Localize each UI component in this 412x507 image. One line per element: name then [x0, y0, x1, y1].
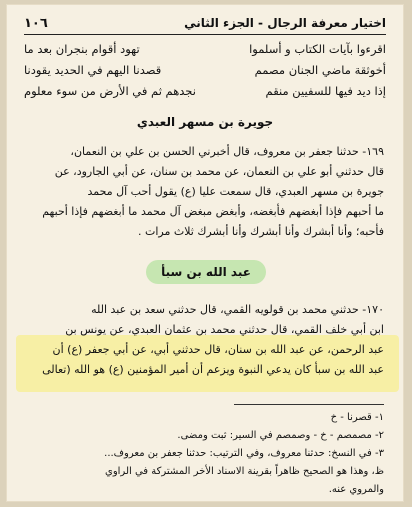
paragraph-line: ما أحبهم فإذا أبغضهم فأبغضه، وأبغض مبغض آل محمد ما أبغضهم فإذا أحبهم — [42, 205, 384, 218]
footnote: ٢- مصمصم - خ - وصمصم في السير: ثبت ومضى. — [177, 430, 384, 441]
section-title: جويرة بن مسهر العبدي — [136, 115, 274, 129]
page-number: ١٠٦ — [24, 16, 48, 31]
footnote: ظ، وهذا هو الصحيح ظاهراً بقرينة الاسناد الأخر المشتركة في الراوي — [105, 466, 384, 477]
paragraph-line: فأحبه؛ وأنا أبشرك وأنا أبشرك وأنا أبشرك ثلاث مرات . — [138, 225, 384, 238]
poem — [24, 42, 386, 105]
paragraph-line: عبد الله بن سبأ كان يدعي النبوة ويزعم أن أمير المؤمنين (ع) هو الله (تعالى — [42, 363, 384, 376]
footnote: ١- قصرنا - خ — [330, 412, 384, 423]
page-header — [24, 14, 386, 36]
paragraph-line: عبد الرحمن، عن عبد الله بن سنان، قال حدثني أبي، عن أبي جعفر (ع) أن — [52, 343, 384, 356]
paragraph-line: جويرة بن مسهر العبدي، قال سمعت عليا (ع) يقول أحب آل محمد — [87, 185, 384, 198]
header-rule — [24, 34, 386, 35]
paragraph-line: قال حدثني أبو علي بن النعمان، عن محمد بن سنان، عن أبي الجارود، عن — [54, 165, 384, 178]
poem-hemistich: نجدهم ثم في الأرض من سوء معلوم — [24, 84, 196, 98]
book-page — [6, 4, 404, 502]
section-title: عبد الله بن سبأ — [161, 265, 251, 279]
running-title: اختيار معرفة الرجال - الجزء الثاني — [184, 16, 386, 30]
paragraph-line: ١٦٩- حدثنا جعفر بن معروف، قال أخبرني الحسن بن علي بن النعمان، — [70, 145, 384, 158]
paragraph-line: ١٧٠- حدثني محمد بن قولويه القمي، قال حدثني سعد بن عبد الله — [91, 303, 384, 316]
poem-hemistich: إذا ديد فيها للسفيين منقم — [265, 84, 386, 98]
footnote-divider — [234, 404, 384, 405]
footnote: والمروي عنه. — [328, 484, 384, 495]
poem-hemistich: تهود أقوام بنجران بعد ما — [24, 42, 140, 56]
poem-hemistich: اقرءوا بآيات الكتاب و أسلموا — [249, 42, 386, 56]
hadith-paragraph — [26, 300, 384, 380]
poem-line — [24, 42, 386, 63]
poem-line — [24, 84, 386, 105]
poem-line — [24, 63, 386, 84]
hadith-paragraph — [26, 142, 384, 242]
footnotes — [26, 409, 384, 499]
paragraph-line: ابن أبي خلف القمي، قال حدثني محمد بن عثمان العبدي، عن يونس بن — [65, 323, 384, 336]
highlighted-section-title — [146, 260, 266, 284]
footnote: ٣- في النسخ: حدثنا معروف، وفي الترتيب: حدثنا جعفر بن معروف... — [104, 448, 384, 459]
poem-hemistich: قصدنا اليهم في الحديد يقودنا — [24, 63, 162, 77]
poem-hemistich: أخوثقة ماضي الجنان مصمم — [254, 63, 386, 77]
